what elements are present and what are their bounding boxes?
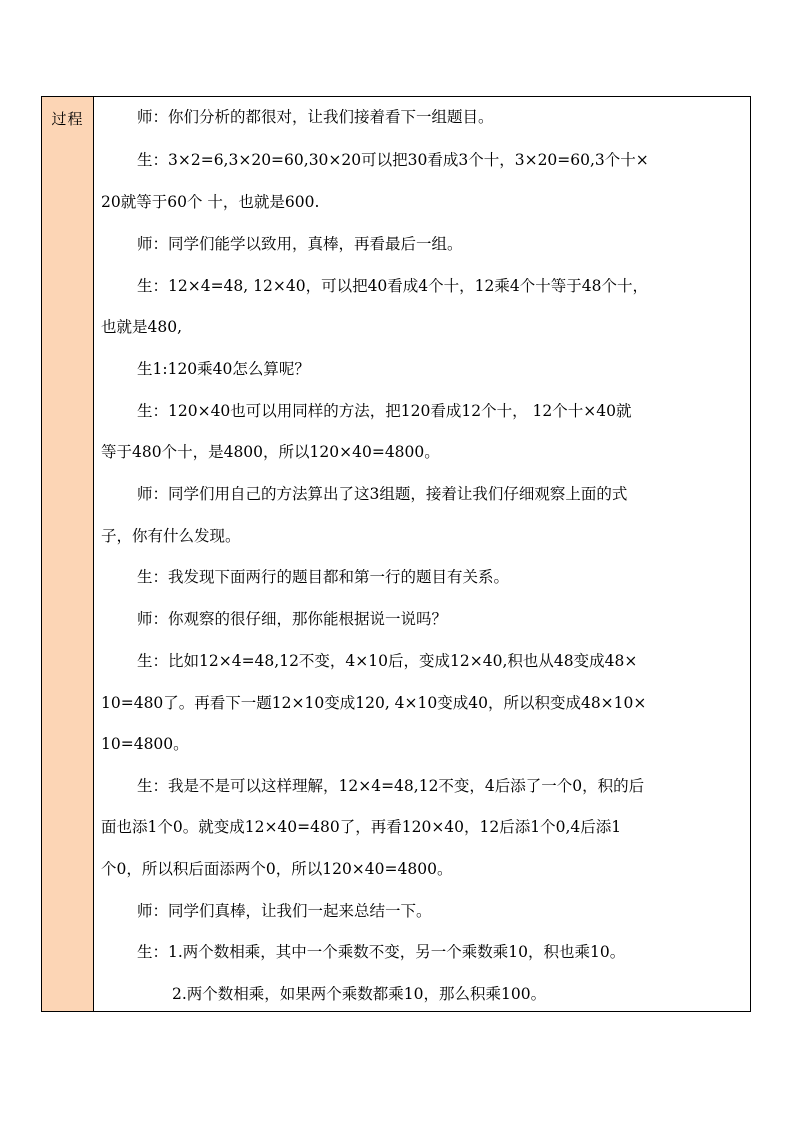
text-line: 生：我是不是可以这样理解，12×4=48,12不变，4后添了一个0，积的后 <box>137 777 645 795</box>
text-line: 等于480个十，是4800，所以120×40=4800。 <box>101 443 440 461</box>
text-line: 生：我发现下面两行的题目都和第一行的题目有关系。 <box>137 568 510 586</box>
text-line: 生：1.两个数相乘，其中一个乘数不变，另一个乘数乘10，积也乘10。 <box>137 943 626 961</box>
text-line: 也就是480, <box>101 318 183 336</box>
text-line: 面也添1个0。就变成12×40=480了，再看120×40，12后添1个0,4后添1 <box>101 818 622 836</box>
section-label: 过程 <box>51 110 84 128</box>
text-line: 生：比如12×4=48,12不变，4×10后，变成12×40,积也从48变成48× <box>137 652 638 670</box>
text-line: 生：3×2=6,3×20=60,30×20可以把30看成3个十，3×20=60,3个十× <box>137 151 649 169</box>
text-line: 师：同学们用自己的方法算出了这3组题，接着让我们仔细观察上面的式 <box>137 485 628 503</box>
text-line: 10=480了。再看下一题12×10变成120, 4×10变成40，所以积变成48×10× <box>101 694 647 712</box>
text-line: 师：同学们能学以致用，真棒，再看最后一组。 <box>137 235 463 253</box>
text-line: 生：120×40也可以用同样的方法，把120看成12个十， 12个十×40就 <box>137 402 632 420</box>
text-line: 师：你观察的很仔细，那你能根据说一说吗？ <box>137 610 448 628</box>
text-line: 生1:120乘40怎么算呢？ <box>137 360 310 378</box>
lesson-table <box>41 96 751 1012</box>
text-line: 20就等于60个 十，也就是600. <box>101 193 320 211</box>
text-line: 个0，所以积后面添两个0，所以120×40=4800。 <box>101 860 453 878</box>
text-line: 2.两个数相乘，如果两个乘数都乘10，那么积乘100。 <box>172 985 547 1003</box>
text-line: 子，你有什么发现。 <box>101 527 241 545</box>
text-line: 10=4800。 <box>101 735 189 753</box>
text-line: 生：12×4=48, 12×40，可以把40看成4个十，12乘4个十等于48个十， <box>137 277 648 295</box>
content-cell <box>94 97 750 1011</box>
text-line: 师：同学们真棒，让我们一起来总结一下。 <box>137 902 432 920</box>
section-label-cell <box>42 97 94 1011</box>
text-line: 师：你们分析的都很对，让我们接着看下一组题目。 <box>137 108 494 126</box>
